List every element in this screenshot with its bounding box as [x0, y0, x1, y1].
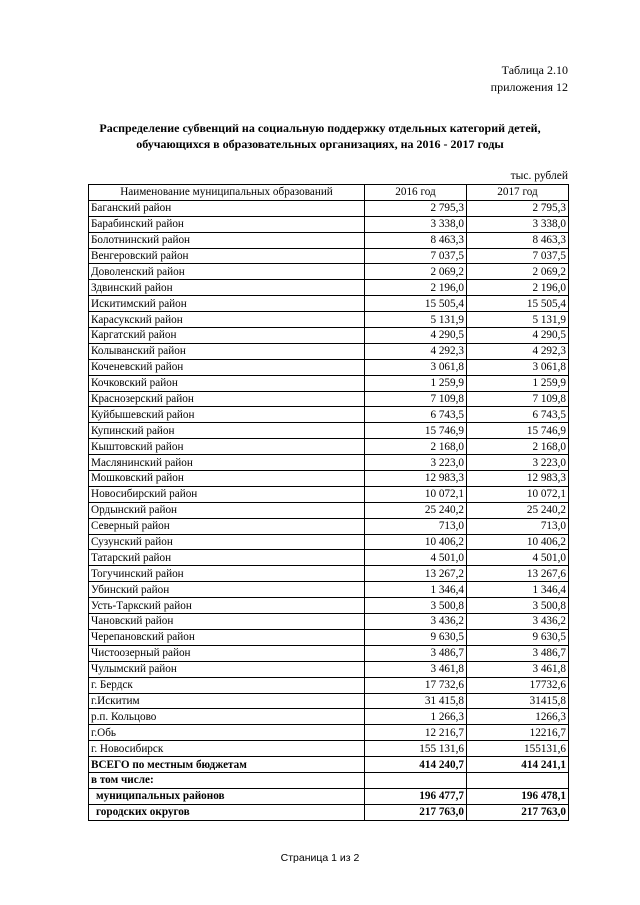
value-2017-cell: 5 131,9	[467, 312, 569, 328]
value-2016-cell: 13 267,2	[365, 566, 467, 582]
municipality-cell: муниципальных районов	[89, 788, 365, 804]
municipality-cell: Ордынский район	[89, 502, 365, 518]
value-2017-cell: 9 630,5	[467, 629, 569, 645]
value-2017-cell: 414 241,1	[467, 757, 569, 773]
value-2017-cell: 155131,6	[467, 741, 569, 757]
including-row	[89, 772, 569, 788]
value-2016-cell: 1 259,9	[365, 375, 467, 391]
table-row	[89, 693, 569, 709]
value-2017-cell: 10 406,2	[467, 534, 569, 550]
empty-2016-cell	[365, 772, 467, 788]
value-2016-cell: 7 109,8	[365, 391, 467, 407]
value-2016-cell: 3 436,2	[365, 614, 467, 630]
table-row	[89, 391, 569, 407]
municipality-cell: Усть-Таркский район	[89, 598, 365, 614]
municipality-cell: Колыванский район	[89, 343, 365, 359]
value-2016-cell: 3 486,7	[365, 645, 467, 661]
value-2017-cell: 12216,7	[467, 725, 569, 741]
table-row	[89, 455, 569, 471]
value-2017-cell: 196 478,1	[467, 788, 569, 804]
table-row	[89, 343, 569, 359]
subtotal-row	[89, 804, 569, 820]
value-2017-cell: 4 290,5	[467, 328, 569, 344]
value-2017-cell: 2 168,0	[467, 439, 569, 455]
municipality-cell: Болотнинский район	[89, 232, 365, 248]
value-2016-cell: 1 346,4	[365, 582, 467, 598]
table-row	[89, 677, 569, 693]
municipality-cell: Татарский район	[89, 550, 365, 566]
value-2016-cell: 414 240,7	[365, 757, 467, 773]
value-2016-cell: 155 131,6	[365, 741, 467, 757]
value-2016-cell: 713,0	[365, 518, 467, 534]
value-2017-cell: 7 037,5	[467, 248, 569, 264]
municipality-cell: г. Новосибирск	[89, 741, 365, 757]
value-2016-cell: 217 763,0	[365, 804, 467, 820]
total-row	[89, 757, 569, 773]
value-2017-cell: 7 109,8	[467, 391, 569, 407]
table-row	[89, 661, 569, 677]
value-2016-cell: 12 216,7	[365, 725, 467, 741]
municipality-cell: Купинский район	[89, 423, 365, 439]
value-2017-cell: 10 072,1	[467, 486, 569, 502]
municipality-cell: Краснозерский район	[89, 391, 365, 407]
table-row	[89, 566, 569, 582]
value-2016-cell: 4 292,3	[365, 343, 467, 359]
municipality-cell: Тогучинский район	[89, 566, 365, 582]
value-2017-cell: 12 983,3	[467, 471, 569, 487]
value-2017-cell: 3 436,2	[467, 614, 569, 630]
value-2016-cell: 31 415,8	[365, 693, 467, 709]
municipality-cell: г.Искитим	[89, 693, 365, 709]
municipality-cell: городских округов	[89, 804, 365, 820]
value-2017-cell: 1266,3	[467, 709, 569, 725]
table-row	[89, 645, 569, 661]
value-2016-cell: 196 477,7	[365, 788, 467, 804]
table-row	[89, 407, 569, 423]
page-footer: Страница 1 из 2	[280, 852, 360, 864]
municipality-cell: Куйбышевский район	[89, 407, 365, 423]
table-row	[89, 264, 569, 280]
municipality-cell: Северный район	[89, 518, 365, 534]
municipality-cell: Убинский район	[89, 582, 365, 598]
value-2017-cell: 713,0	[467, 518, 569, 534]
value-2017-cell: 2 196,0	[467, 280, 569, 296]
value-2017-cell: 3 061,8	[467, 359, 569, 375]
municipality-cell: р.п. Кольцово	[89, 709, 365, 725]
table-row	[89, 439, 569, 455]
table-row	[89, 328, 569, 344]
table-row	[89, 248, 569, 264]
value-2016-cell: 4 501,0	[365, 550, 467, 566]
table-row	[89, 359, 569, 375]
value-2016-cell: 3 338,0	[365, 216, 467, 232]
value-2017-cell: 15 505,4	[467, 296, 569, 312]
document-title	[60, 120, 580, 152]
municipality-cell: Венгеровский район	[89, 248, 365, 264]
municipality-cell: Сузунский район	[89, 534, 365, 550]
value-2017-cell: 25 240,2	[467, 502, 569, 518]
municipality-cell: Каргатский район	[89, 328, 365, 344]
table-row	[89, 741, 569, 757]
including-label: в том числе:	[89, 772, 365, 788]
municipality-cell: Чулымский район	[89, 661, 365, 677]
empty-2017-cell	[467, 772, 569, 788]
value-2017-cell: 4 501,0	[467, 550, 569, 566]
value-2016-cell: 2 795,3	[365, 200, 467, 216]
value-2017-cell: 2 795,3	[467, 200, 569, 216]
municipality-cell: Барабинский район	[89, 216, 365, 232]
value-2016-cell: 10 072,1	[365, 486, 467, 502]
table-row	[89, 375, 569, 391]
municipality-cell: Кыштовский район	[89, 439, 365, 455]
value-2016-cell: 2 196,0	[365, 280, 467, 296]
table-row	[89, 280, 569, 296]
value-2016-cell: 5 131,9	[365, 312, 467, 328]
value-2016-cell: 2 069,2	[365, 264, 467, 280]
table-row	[89, 232, 569, 248]
municipality-cell: Новосибирский район	[89, 486, 365, 502]
value-2016-cell: 15 746,9	[365, 423, 467, 439]
value-2017-cell: 3 461,8	[467, 661, 569, 677]
value-2016-cell: 17 732,6	[365, 677, 467, 693]
value-2017-cell: 1 346,4	[467, 582, 569, 598]
municipality-cell: Искитимский район	[89, 296, 365, 312]
table-row	[89, 725, 569, 741]
header-2017: 2017 год	[467, 185, 569, 201]
table-row	[89, 216, 569, 232]
municipality-cell: Чановский район	[89, 614, 365, 630]
municipality-cell: Доволенский район	[89, 264, 365, 280]
value-2016-cell: 9 630,5	[365, 629, 467, 645]
value-2017-cell: 8 463,3	[467, 232, 569, 248]
value-2017-cell: 3 500,8	[467, 598, 569, 614]
value-2016-cell: 2 168,0	[365, 439, 467, 455]
table-row	[89, 550, 569, 566]
value-2016-cell: 1 266,3	[365, 709, 467, 725]
municipality-cell: Чистоозерный район	[89, 645, 365, 661]
table-row	[89, 614, 569, 630]
table-row	[89, 518, 569, 534]
value-2016-cell: 3 461,8	[365, 661, 467, 677]
appendix-reference: приложения 12	[490, 80, 568, 94]
table-row	[89, 486, 569, 502]
value-2017-cell: 17732,6	[467, 677, 569, 693]
municipality-cell: Здвинский район	[89, 280, 365, 296]
table-row	[89, 423, 569, 439]
title-line-1: Распределение субвенций на социальную поддержку отдельных категорий детей,	[99, 121, 541, 135]
subtotal-row	[89, 788, 569, 804]
table-row	[89, 598, 569, 614]
value-2016-cell: 15 505,4	[365, 296, 467, 312]
municipality-cell: Карасукский район	[89, 312, 365, 328]
value-2017-cell: 31415,8	[467, 693, 569, 709]
municipality-cell: Черепановский район	[89, 629, 365, 645]
table-row	[89, 534, 569, 550]
municipality-cell: Кочковский район	[89, 375, 365, 391]
value-2017-cell: 217 763,0	[467, 804, 569, 820]
municipality-cell: ВСЕГО по местным бюджетам	[89, 757, 365, 773]
value-2016-cell: 3 061,8	[365, 359, 467, 375]
value-2017-cell: 3 486,7	[467, 645, 569, 661]
table-row	[89, 471, 569, 487]
municipality-cell: Баганский район	[89, 200, 365, 216]
title-line-2: обучающихся в образовательных организациях, на 2016 - 2017 годы	[136, 137, 504, 151]
header-2016: 2016 год	[365, 185, 467, 201]
value-2016-cell: 8 463,3	[365, 232, 467, 248]
table-row	[89, 296, 569, 312]
table-row	[89, 502, 569, 518]
value-2016-cell: 6 743,5	[365, 407, 467, 423]
value-2017-cell: 13 267,6	[467, 566, 569, 582]
table-number: Таблица 2.10	[501, 63, 568, 77]
table-row	[89, 709, 569, 725]
municipality-cell: г.Обь	[89, 725, 365, 741]
units-label: тыс. рублей	[510, 170, 568, 182]
subsidy-table	[88, 184, 569, 821]
value-2016-cell: 7 037,5	[365, 248, 467, 264]
table-row	[89, 200, 569, 216]
value-2017-cell: 4 292,3	[467, 343, 569, 359]
value-2017-cell: 2 069,2	[467, 264, 569, 280]
value-2016-cell: 3 223,0	[365, 455, 467, 471]
value-2017-cell: 1 259,9	[467, 375, 569, 391]
header-municipality: Наименование муниципальных образований	[89, 185, 365, 201]
table-row	[89, 312, 569, 328]
value-2016-cell: 12 983,3	[365, 471, 467, 487]
municipality-cell: Мошковский район	[89, 471, 365, 487]
value-2017-cell: 15 746,9	[467, 423, 569, 439]
value-2016-cell: 4 290,5	[365, 328, 467, 344]
municipality-cell: г. Бердск	[89, 677, 365, 693]
value-2016-cell: 3 500,8	[365, 598, 467, 614]
municipality-cell: Коченевский район	[89, 359, 365, 375]
value-2016-cell: 25 240,2	[365, 502, 467, 518]
table-header-row	[89, 185, 569, 201]
value-2016-cell: 10 406,2	[365, 534, 467, 550]
table-row	[89, 629, 569, 645]
municipality-cell: Маслянинский район	[89, 455, 365, 471]
value-2017-cell: 6 743,5	[467, 407, 569, 423]
table-row	[89, 582, 569, 598]
value-2017-cell: 3 223,0	[467, 455, 569, 471]
value-2017-cell: 3 338,0	[467, 216, 569, 232]
